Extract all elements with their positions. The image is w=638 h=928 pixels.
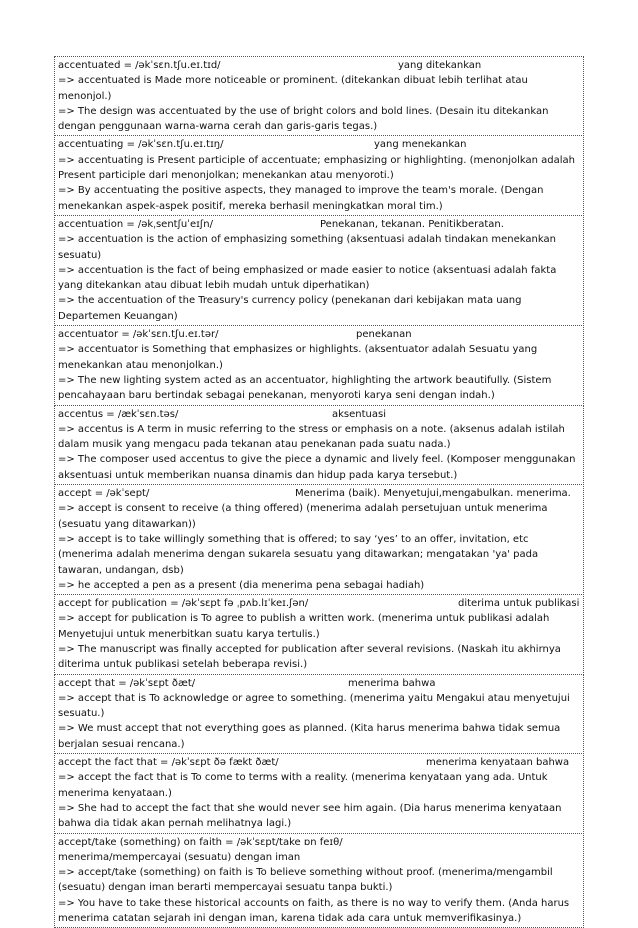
example-line: => The design was accentuated by the use of bright colors and bold lines. (Desain itu ditekankan dengan penggunaan warna-warna cerah dan garis-garis tegas.) xyxy=(58,105,549,133)
headword: accentus = /ækˈsɛn.təs/ xyxy=(58,408,179,420)
headword: accept/take (something) on faith = /əkˈsɛpt/take ɒn feɪθ/ xyxy=(58,836,343,848)
headword: accept for publication = /əkˈsɛpt fə ˌpʌb.lɪˈkeɪ.ʃən/ xyxy=(58,598,309,610)
translation: aksentuasi xyxy=(332,408,386,420)
translation: menerima/mempercayai (sesuatu) dengan iman xyxy=(58,851,301,863)
entry-accept-take-on-faith xyxy=(54,833,584,928)
dictionary-page xyxy=(54,57,584,928)
entry-header xyxy=(58,676,581,691)
headword: accept = /əkˈsept/ xyxy=(58,488,150,500)
example-line: => She had to accept the fact that she would never see him again. (Dia harus menerima kenyataan bahwa dia tidak akan pernah melihatnya lagi.) xyxy=(58,802,562,830)
translation: yang menekankan xyxy=(374,139,467,151)
example-line: => The manuscript was finally accepted for publication after several revisions. (Naskah itu akhirnya diterima untuk publikasi setelah beberapa revisi.) xyxy=(58,643,561,671)
headword: accentuating = /əkˈsɛn.tʃu.eɪ.tɪŋ/ xyxy=(58,139,224,151)
entry-header xyxy=(58,755,581,770)
example-line: => the accentuation of the Treasury's currency policy (penekanan dari kebijakan mata uang Departemen Keuangan) xyxy=(58,295,522,322)
entry-accentus xyxy=(54,405,584,485)
definition-line: => accentus is A term in music referring to the stress or emphasis on a note. (aksenus adalah istilah dalam musik yang mengacu pada tekanan atau penekanan pada suatu nada.) xyxy=(58,423,565,451)
entry-accept-the-fact-that xyxy=(54,753,584,833)
entry-header xyxy=(58,835,581,866)
definition-line: => accentuation is the fact of being emphasized or made easier to notice (aksentuasi adalah fakta yang ditekankan atau dibuat lebih mudah untuk diperhatikan) xyxy=(58,264,557,292)
entry-accept-for-publication xyxy=(54,594,584,674)
translation: Menerima (baik). Menyetujui,mengabulkan. menerima. xyxy=(295,488,571,500)
definition-line: => accept/take (something) on faith is To believe something without proof. (menerima/mengambil (sesuatu) dengan iman berarti mempercayai sesuatu tanpa bukti.) xyxy=(58,867,553,894)
entry-header xyxy=(58,217,581,232)
entry-header xyxy=(58,137,581,152)
entry-accentuated xyxy=(54,56,584,136)
headword: accept the fact that = /əkˈsɛpt ðə fækt ðæt/ xyxy=(58,757,279,769)
definition-line: => accentuator is Something that emphasizes or highlights. (aksentuator adalah Sesuatu yang menekankan atau menonjolkan.) xyxy=(58,344,538,371)
definition-line: => accept that is To acknowledge or agree to something. (menerima yaitu Mengakui atau menyetujui sesuatu.) xyxy=(58,692,570,720)
entry-header xyxy=(58,596,581,611)
translation: diterima untuk publikasi xyxy=(458,598,580,610)
translation: menerima kenyataan bahwa xyxy=(426,757,570,769)
example-line: => he accepted a pen as a present (dia menerima pena sebagai hadiah) xyxy=(58,579,425,591)
example-line: => The composer used accentus to give the piece a dynamic and lively feel. (Komposer menggunakan aksentuasi untuk memberikan nuansa dinamis dan hidup pada karya tersebut.) xyxy=(58,454,576,481)
entry-accentuator xyxy=(54,325,584,405)
definition-line: => accept for publication is To agree to publish a written work. (menerima untuk publikasi adalah Menyetujui untuk menerbitkan suatu karya tertulis.) xyxy=(58,613,550,640)
entry-accept xyxy=(54,484,584,595)
example-line: => The new lighting system acted as an accentuator, highlighting the artwork beautifully. (Sistem pencahayaan baru bertindak sebagai penekanan, menyoroti karya seni dengan indah.) xyxy=(58,374,552,402)
entry-header xyxy=(58,407,581,422)
definition-line: => accept is consent to receive (a thing offered) (menerima adalah persetujuan untuk menerima (sesuatu yang ditawarkan)) xyxy=(58,503,548,530)
definition-line: => accept is to take willingly something that is offered; to say ‘yes’ to an offer, invitation, etc (menerima adalah menerima dengan sukarela sesuatu yang ditawarkan; mengatakan 'ya' pada tawaran, undangan, dsb) xyxy=(58,533,539,576)
translation: Penekanan, tekanan. Penitikberatan. xyxy=(320,218,504,230)
example-line: => We must accept that not everything goes as planned. (Kita harus menerima bahwa tidak semua berjalan sesuai rencana.) xyxy=(58,723,561,750)
definition-line: => accentuated is Made more noticeable or prominent. (ditekankan dibuat lebih terlihat atau menonjol.) xyxy=(58,75,528,102)
entry-header xyxy=(58,327,581,342)
translation: penekanan xyxy=(356,329,412,341)
example-line: => You have to take these historical accounts on faith, as there is no way to verify them. (Anda harus menerima catatan sejarah ini dengan iman, karena tidak ada cara untuk memverifikasinya.) xyxy=(58,897,570,925)
example-line: => By accentuating the positive aspects, they managed to improve the team's morale. (Dengan menekankan aspek-aspek positif, mereka berhasil meningkatkan moral tim.) xyxy=(58,185,544,212)
headword: accentuated = /əkˈsɛn.tʃu.eɪ.tɪd/ xyxy=(58,60,221,71)
definition-line: => accept the fact that is To come to terms with a reality. (menerima kenyataan yang ada. Untuk menerima kenyataan.) xyxy=(58,772,548,799)
definition-line: => accentuation is the action of emphasizing something (aksentuasi adalah tindakan menekankan sesuatu) xyxy=(58,234,556,261)
entry-accentuating xyxy=(54,135,584,215)
headword: accept that = /əkˈsɛpt ðæt/ xyxy=(58,677,196,689)
entry-accept-that xyxy=(54,674,584,754)
headword: accentuation = /əkˌsentʃuˈeɪʃn/ xyxy=(58,218,213,230)
translation: yang ditekankan xyxy=(398,60,482,71)
translation: menerima bahwa xyxy=(348,677,436,689)
entry-header xyxy=(58,58,581,73)
headword: accentuator = /əkˈsɛn.tʃu.eɪ.tər/ xyxy=(58,329,219,341)
definition-line: => accentuating is Present participle of accentuate; emphasizing or highlighting. (menonjolkan adalah Present participle dari menonjolkan; menekankan atau menyoroti.) xyxy=(58,154,575,182)
entry-accentuation xyxy=(54,215,584,326)
entry-header xyxy=(58,486,581,501)
